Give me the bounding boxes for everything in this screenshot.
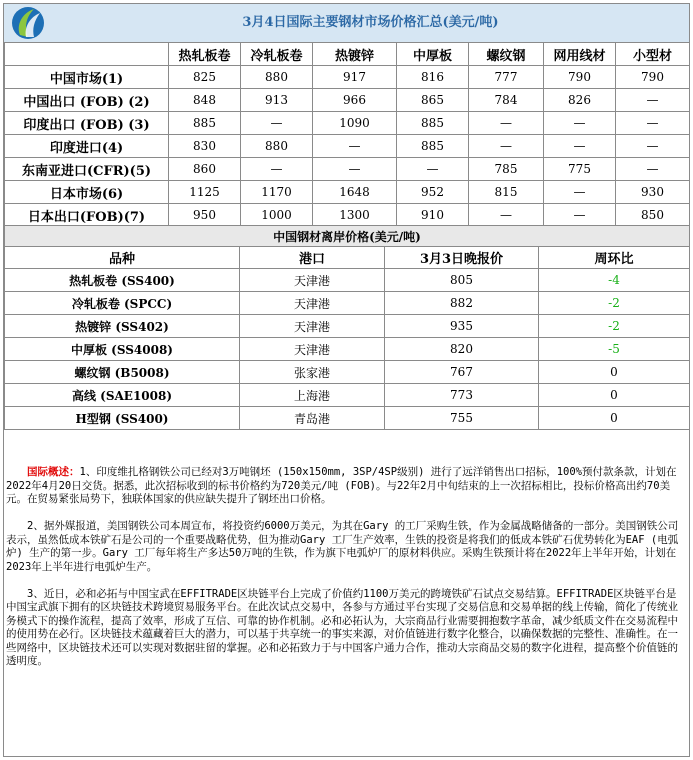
price-cell: 825 — [169, 66, 241, 89]
table-row — [5, 66, 690, 89]
price-cell: — — [544, 112, 616, 135]
price-cell: — — [469, 135, 544, 158]
port-table-caption: 中国钢材离岸价格(美元/吨) — [5, 226, 690, 247]
change-cell: 0 — [539, 361, 690, 384]
table-row — [5, 292, 690, 315]
price-table — [4, 42, 690, 227]
table-row — [5, 407, 690, 430]
table-row — [5, 338, 690, 361]
table-row — [5, 89, 690, 112]
price-cell: — — [544, 181, 616, 204]
port-table-header-row — [5, 247, 690, 269]
price-cell: 850 — [616, 204, 690, 227]
price-cell: 805 — [385, 269, 539, 292]
price-cell: 885 — [397, 112, 469, 135]
price-cell: — — [469, 204, 544, 227]
row-label: 日本出口(FOB)(7) — [5, 204, 169, 227]
price-cell: 767 — [385, 361, 539, 384]
row-label: 中国市场(1) — [5, 66, 169, 89]
price-cell: 790 — [544, 66, 616, 89]
company-logo-icon — [6, 5, 50, 41]
product-cell: 冷轧板卷 (SPCC) — [5, 292, 240, 315]
price-cell: 930 — [616, 181, 690, 204]
news-paragraph-3: 3、近日，必和必拓与中国宝武在EFFITRADE区块链平台上完成了价值约1100万美元的跨境铁矿石试点交易结算。EFFITRADE区块链平台是中国宝武旗下拥有的区块链技术跨境贸易服务平台。在此次试点交易中，各参与方通过平台实现了交易信息和交易单据的线上传输，简化了传统业务模式下的操作流程，提高了效率，形成了互信、可靠的协作机制。必和必拓认为，大宗商品行业需要拥抱数字革命，减少纸质文件在交易流程中的使用势在必行。区块链技术蕴藏着巨大的潜力，可以基于共享统一的事实来源，对价值链进行数字化整合，以确保数据的完整性、准确性。在一些网络中，区块链技术还可以实现对数据驻留的掌握。必和必拓致力于与中国客户通力合作，推动大宗商品交易的数字化进程，提高整个价值链的透明度。 — [6, 587, 678, 667]
report-frame — [3, 3, 690, 757]
price-cell: 773 — [385, 384, 539, 407]
price-cell: 785 — [469, 158, 544, 181]
table-row — [5, 315, 690, 338]
price-cell: 1648 — [313, 181, 397, 204]
product-cell: 螺纹钢 (B5008) — [5, 361, 240, 384]
port-price-table — [4, 225, 690, 430]
row-label: 中国出口 (FOB) (2) — [5, 89, 169, 112]
price-cell: 950 — [169, 204, 241, 227]
price-cell: 848 — [169, 89, 241, 112]
price-cell: 784 — [469, 89, 544, 112]
price-cell: — — [616, 89, 690, 112]
report-header — [4, 4, 689, 43]
table-row — [5, 269, 690, 292]
page-title: 3月4日国际主要钢材市场价格汇总(美元/吨) — [242, 15, 499, 30]
column-header: 小型材 — [616, 43, 690, 66]
corner-cell — [5, 43, 169, 66]
price-cell: 885 — [169, 112, 241, 135]
row-label: 日本市场(6) — [5, 181, 169, 204]
news-paragraph-2: 2、据外媒报道，美国钢铁公司本周宣布，将投资约6000万美元，为其在Gary 的工厂采购生铁，作为金属战略储备的一部分。美国钢铁公司表示，虽然低成本铁矿石是公司的一个重要战略优势，但为推动Gary 工厂生产效率，生铁的投资是将我们的低成本铁矿石优势转化为EAF (电弧炉) 生产的第一步。Gary 工厂每年将生产多达50万吨的生铁，作为旗下电弧炉厂的原材料供应。采购生铁预计将在2022年上半年开始，计划在2023年上半年进行电弧炉生产。 — [6, 520, 679, 573]
column-header: 冷轧板卷 — [241, 43, 313, 66]
column-header: 中厚板 — [397, 43, 469, 66]
price-cell: 1170 — [241, 181, 313, 204]
news-paragraph-1 — [6, 466, 686, 507]
price-cell: — — [544, 204, 616, 227]
price-cell: — — [469, 112, 544, 135]
price-cell: 775 — [544, 158, 616, 181]
price-cell: 917 — [313, 66, 397, 89]
row-label: 东南亚进口(CFR)(5) — [5, 158, 169, 181]
price-cell: 882 — [385, 292, 539, 315]
change-cell: -2 — [539, 292, 690, 315]
price-cell: 1090 — [313, 112, 397, 135]
table-row — [5, 135, 690, 158]
price-cell: 880 — [241, 135, 313, 158]
row-label: 印度出口 (FOB) (3) — [5, 112, 169, 135]
price-cell: 860 — [169, 158, 241, 181]
port-cell: 天津港 — [240, 292, 385, 315]
column-header: 网用线材 — [544, 43, 616, 66]
news-section — [6, 466, 686, 682]
price-cell: 815 — [469, 181, 544, 204]
price-cell: 755 — [385, 407, 539, 430]
table-row — [5, 181, 690, 204]
table-row — [5, 112, 690, 135]
table-row — [5, 361, 690, 384]
price-cell: 865 — [397, 89, 469, 112]
price-cell: 830 — [169, 135, 241, 158]
port-cell: 张家港 — [240, 361, 385, 384]
price-cell: 816 — [397, 66, 469, 89]
row-label: 印度进口(4) — [5, 135, 169, 158]
price-cell: 1300 — [313, 204, 397, 227]
price-cell: — — [616, 112, 690, 135]
change-cell: 0 — [539, 407, 690, 430]
port-cell: 上海港 — [240, 384, 385, 407]
port-cell: 青岛港 — [240, 407, 385, 430]
price-cell: 820 — [385, 338, 539, 361]
port-cell: 天津港 — [240, 315, 385, 338]
column-header: 3月3日晚报价 — [385, 247, 539, 269]
price-cell: 1125 — [169, 181, 241, 204]
price-cell: — — [397, 158, 469, 181]
product-cell: 热轧板卷 (SS400) — [5, 269, 240, 292]
price-table-header-row — [5, 43, 690, 66]
price-cell: 880 — [241, 66, 313, 89]
news-lead-label: 国际概述： — [27, 466, 80, 478]
column-header: 热镀锌 — [313, 43, 397, 66]
price-cell: 913 — [241, 89, 313, 112]
price-cell: 935 — [385, 315, 539, 338]
price-cell: 966 — [313, 89, 397, 112]
column-header: 周环比 — [539, 247, 690, 269]
column-header: 港口 — [240, 247, 385, 269]
product-cell: 高线 (SAE1008) — [5, 384, 240, 407]
table-row — [5, 384, 690, 407]
table-row — [5, 204, 690, 227]
price-cell: 885 — [397, 135, 469, 158]
product-cell: 中厚板 (SS4008) — [5, 338, 240, 361]
price-cell: 952 — [397, 181, 469, 204]
product-cell: H型钢 (SS400) — [5, 407, 240, 430]
table-row — [5, 158, 690, 181]
price-cell: 790 — [616, 66, 690, 89]
price-cell: — — [616, 135, 690, 158]
product-cell: 热镀锌 (SS402) — [5, 315, 240, 338]
price-cell: — — [241, 158, 313, 181]
price-cell: 910 — [397, 204, 469, 227]
column-header: 螺纹钢 — [469, 43, 544, 66]
price-cell: — — [313, 158, 397, 181]
change-cell: -2 — [539, 315, 690, 338]
change-cell: 0 — [539, 384, 690, 407]
change-cell: -5 — [539, 338, 690, 361]
change-cell: -4 — [539, 269, 690, 292]
port-cell: 天津港 — [240, 269, 385, 292]
price-cell: 1000 — [241, 204, 313, 227]
port-cell: 天津港 — [240, 338, 385, 361]
price-cell: — — [313, 135, 397, 158]
price-cell: — — [544, 135, 616, 158]
price-cell: 777 — [469, 66, 544, 89]
price-cell: — — [241, 112, 313, 135]
column-header: 品种 — [5, 247, 240, 269]
news-text-1: 1、印度维扎格钢铁公司已经对3万吨钢坯 (150x150mm, 3SP/4SP级别) 进行了远洋销售出口招标，100%预付款条款，计划在2022年4月20日交货。据悉，此次招标收到的标书价格约为720美元/吨 (FOB)。与22年2月中旬结束的上一次招标相比，投标价格高出约70美元。在贸易紧张局势下，独联体国家的供应缺失提升了钢坯出口价格。 — [6, 466, 677, 505]
price-cell: — — [616, 158, 690, 181]
column-header: 热轧板卷 — [169, 43, 241, 66]
price-cell: 826 — [544, 89, 616, 112]
